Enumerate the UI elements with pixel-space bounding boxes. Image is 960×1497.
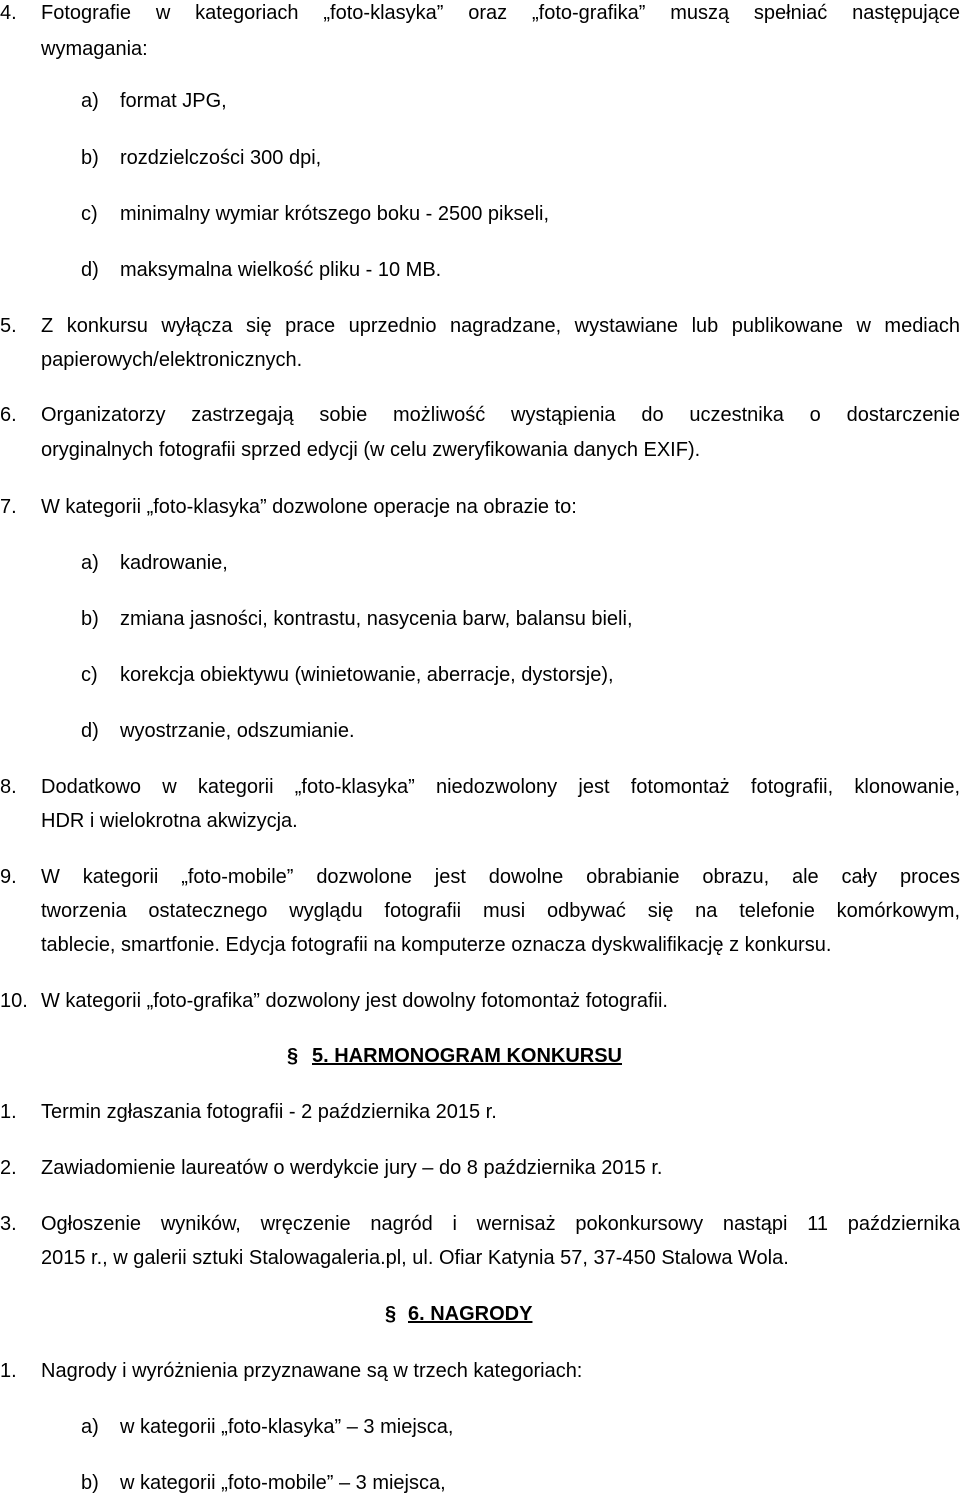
sub-item-text: rozdzielczości 300 dpi, xyxy=(120,147,322,169)
item-number: 9. xyxy=(0,866,17,888)
item-text-line: W kategorii „foto-mobile” dozwolone jest dowolne obrabianie obrazu, ale cały proces xyxy=(41,866,960,888)
sub-item-mark: a) xyxy=(81,1416,99,1438)
sub-item-text: maksymalna wielkość pliku - 10 MB. xyxy=(120,259,442,281)
section-title: 5. HARMONOGRAM KONKURSU xyxy=(312,1045,622,1067)
sub-item-mark: b) xyxy=(81,147,99,169)
sub-item-mark: c) xyxy=(81,664,98,686)
sub-item-mark: d) xyxy=(81,720,99,742)
item-text-line: 2015 r., w galerii sztuki Stalowagaleria.pl, ul. Ofiar Katynia 57, 37-450 Stalowa Wola. xyxy=(41,1247,789,1269)
item-number: 6. xyxy=(0,404,17,426)
item-number: 8. xyxy=(0,776,17,798)
sub-item-text: kadrowanie, xyxy=(120,552,228,574)
item-text-line: Fotografie w kategoriach „foto-klasyka” oraz „foto-grafika” muszą spełniać następujące xyxy=(41,2,960,24)
sub-item-text: zmiana jasności, kontrastu, nasycenia barw, balansu bieli, xyxy=(120,608,633,630)
item-number: 4. xyxy=(0,2,17,24)
item-text-line: tworzenia ostatecznego wyglądu fotografii musi odbywać się na telefonie komórkowym, xyxy=(41,900,960,922)
sub-item-mark: a) xyxy=(81,90,99,112)
item-text-line: oryginalnych fotografii sprzed edycji (w celu zweryfikowania danych EXIF). xyxy=(41,439,701,461)
item-text-line: W kategorii „foto-grafika” dozwolony jest dowolny fotomontaż fotografii. xyxy=(41,990,668,1012)
section-title: 6. NAGRODY xyxy=(408,1303,533,1325)
item-text-line: Dodatkowo w kategorii „foto-klasyka” niedozwolony jest fotomontaż fotografii, klonowanie, xyxy=(41,776,960,798)
sub-item-mark: b) xyxy=(81,608,99,630)
sub-item-mark: d) xyxy=(81,259,99,281)
item-text-line: wymagania: xyxy=(41,38,148,60)
item-text-line: Z konkursu wyłącza się prace uprzednio nagradzane, wystawiane lub publikowane w mediach xyxy=(41,315,960,337)
item-number: 5. xyxy=(0,315,17,337)
sub-item-text: minimalny wymiar krótszego boku - 2500 pikseli, xyxy=(120,203,550,225)
sub-item-text: format JPG, xyxy=(120,90,227,112)
sub-item-text: wyostrzanie, odszumianie. xyxy=(120,720,355,742)
item-text-line: Zawiadomienie laureatów o werdykcie jury – do 8 października 2015 r. xyxy=(41,1157,663,1179)
item-text-line: W kategorii „foto-klasyka” dozwolone operacje na obrazie to: xyxy=(41,496,577,518)
item-text-line: papierowych/elektronicznych. xyxy=(41,349,303,371)
section-sign-icon: § xyxy=(385,1303,397,1325)
sub-item-mark: a) xyxy=(81,552,99,574)
sub-item-mark: b) xyxy=(81,1472,99,1494)
item-text-line: HDR i wielokrotna akwizycja. xyxy=(41,810,298,832)
item-text-line: Organizatorzy zastrzegają sobie możliwość wystąpienia do uczestnika o dostarczenie xyxy=(41,404,960,426)
sub-item-text: w kategorii „foto-klasyka” – 3 miejsca, xyxy=(120,1416,454,1438)
section-sign-icon: § xyxy=(287,1045,299,1067)
item-number: 1. xyxy=(0,1360,17,1382)
item-number: 1. xyxy=(0,1101,17,1123)
item-number: 7. xyxy=(0,496,17,518)
sub-item-text: w kategorii „foto-mobile” – 3 miejsca, xyxy=(120,1472,446,1494)
item-number: 2. xyxy=(0,1157,17,1179)
sub-item-mark: c) xyxy=(81,203,98,225)
item-number: 10. xyxy=(0,990,28,1012)
item-text-line: Nagrody i wyróżnienia przyznawane są w trzech kategoriach: xyxy=(41,1360,583,1382)
item-text-line: Ogłoszenie wyników, wręczenie nagród i wernisaż pokonkursowy nastąpi 11 października xyxy=(41,1213,960,1235)
item-text-line: tablecie, smartfonie. Edycja fotografii na komputerze oznacza dyskwalifikację z konkursu. xyxy=(41,934,832,956)
sub-item-text: korekcja obiektywu (winietowanie, aberracje, dystorsje), xyxy=(120,664,614,686)
item-text-line: Termin zgłaszania fotografii - 2 października 2015 r. xyxy=(41,1101,497,1123)
item-number: 3. xyxy=(0,1213,17,1235)
